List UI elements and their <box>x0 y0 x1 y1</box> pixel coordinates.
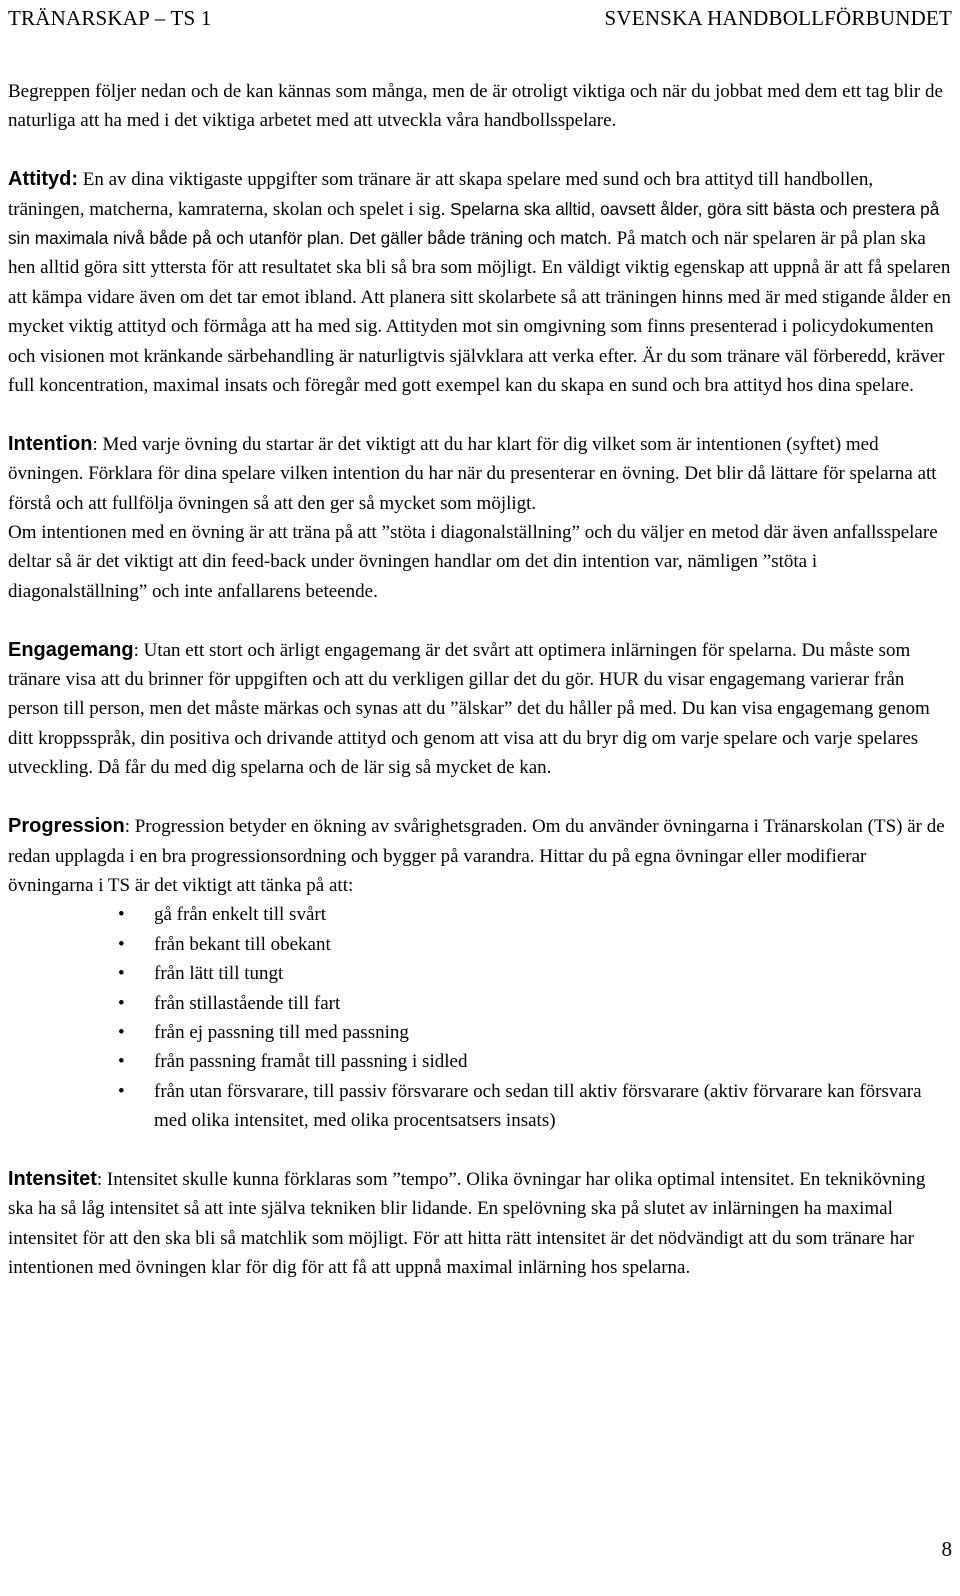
list-item: • från stillastående till fart <box>8 989 952 1018</box>
page-number: 8 <box>941 1537 952 1561</box>
list-item: • gå från enkelt till svårt <box>8 900 952 929</box>
attityd-term: Attityd: <box>8 168 78 191</box>
intention-text-2: Om intentionen med en övning är att träna på att ”stöta i diagonalställning” och du väljer en metod där även anfallsspelare deltar så är det viktigt att din feed-back under övningen handlar om det din intention var, nämligen ”stöta i diagonalställning” och inte anfallarens beteende. <box>8 522 938 602</box>
intention-text: : Med varje övning du startar är det viktigt att du har klart för dig vilket som är intentionen (syftet) med övningen. Förklara för dina spelare vilken intention du har när du presenterar en övning. Det blir då lättare för spelarna att förstå och att fullfölja övningen så att den ger så mycket som möjligt. <box>8 433 937 514</box>
progression-text: : Progression betyder en ökning av svårighetsgraden. Om du använder övningarna i Tränarskolan (TS) är de redan upplagda i en bra progressionsordning och bygger på varandra. Hittar du på egna övningar eller modifierar övningarna i TS är det viktigt att tänka på att: <box>8 816 945 896</box>
attityd-text: En av dina viktigaste uppgifter som tränare är att skapa spelare med sund och bra attityd till handbollen, träningen, matcherna, kamraterna, skolan och spelet i sig. <box>8 169 874 220</box>
list-item: • från ej passning till med passning <box>8 1018 952 1047</box>
document-body <box>8 77 952 1312</box>
engagemang-term: Engagemang <box>8 638 134 661</box>
attityd-text-sans: Spelarna ska alltid, oavsett ålder, göra sitt bästa och prestera på sin maximala nivå både på och utanför plan. Det gäller både träning och match. <box>8 198 940 249</box>
intensitet-paragraph <box>8 1165 952 1283</box>
header-right-title: SVENSKA HANDBOLLFÖRBUNDET <box>604 6 952 30</box>
page-header <box>8 4 952 32</box>
list-item: • från passning framåt till passning i sidled <box>8 1047 952 1076</box>
engagemang-text: : Utan ett stort och ärligt engagemang är det svårt att optimera inlärningen för spelarna. Du måste som tränare visa att du brinner för uppgiften och att du verkligen gillar det du gör. HUR du visar engagemang varierar från person till person, men det måste märkas och synas att du ”älskar” det du håller på med. Du kan visa engagemang genom ditt kroppsspråk, din positiva och drivande attityd och genom att visa att du bryr dig om varje spelare och varje spelares utveckling. Då får du med dig spelarna och de lär sig så mycket de kan. <box>8 639 930 779</box>
progression-term: Progression <box>8 815 125 838</box>
intro-paragraph <box>8 77 952 136</box>
intensitet-term: Intensitet <box>8 1167 97 1190</box>
intention-paragraph <box>8 430 952 518</box>
list-item: • från lätt till tungt <box>8 959 952 988</box>
progression-bullet-list <box>8 900 952 1135</box>
intro-text: Begreppen följer nedan och de kan kännas som många, men de är otroligt viktiga och när du jobbat med dem ett tag blir de naturliga att ha med i det viktiga arbetet med att utveckla våra handbollsspelare. <box>8 81 943 132</box>
intensitet-text: : Intensitet skulle kunna förklaras som ”tempo”. Olika övningar har olika optimal intensitet. En teknikövning ska ha så låg intensitet så att inte själva tekniken blir lidande. En spelövning ska på slutet av inlärningen ha maximal intensitet för att den ska bli så matchlik som möjligt. För att hitta rätt intensitet är det nödvändigt att du som tränare har intentionen med övningen klar för dig för att få att uppnå maximal inlärning hos spelarna. <box>8 1168 926 1279</box>
intention-term: Intention <box>8 432 93 455</box>
attityd-paragraph <box>8 165 952 400</box>
attityd-text-continued: På match och när spelaren är på plan ska hen alltid göra sitt yttersta för att resultatet ska bli så bra som möjligt. En väldigt viktig egenskap att uppnå är att få spelaren att kämpa vidare även om det tar emot ibland. Att planera sitt skolarbete så att träningen hinns med är med stigande ålder en mycket viktig attityd och förmåga att ha med sig. Attityden mot sin omgivning som finns presenterad i policydokumenten och visionen mot kränkande särbehandling är naturligtvis självklara att verka efter. Är du som tränare väl förberedd, kräver full koncentration, maximal insats och föregår med gott exempel kan du skapa en sund och bra attityd hos dina spelare. <box>8 228 951 397</box>
list-item: • från bekant till obekant <box>8 930 952 959</box>
intention-paragraph-2 <box>8 518 952 606</box>
header-left-title: TRÄNARSKAP – TS 1 <box>8 6 212 30</box>
list-item: • från utan försvarare, till passiv försvarare och sedan till aktiv försvarare (aktiv förvarare kan försvara med olika intensitet, med olika procentsatsers insats) <box>8 1077 952 1136</box>
engagemang-paragraph <box>8 636 952 783</box>
progression-paragraph <box>8 812 952 900</box>
